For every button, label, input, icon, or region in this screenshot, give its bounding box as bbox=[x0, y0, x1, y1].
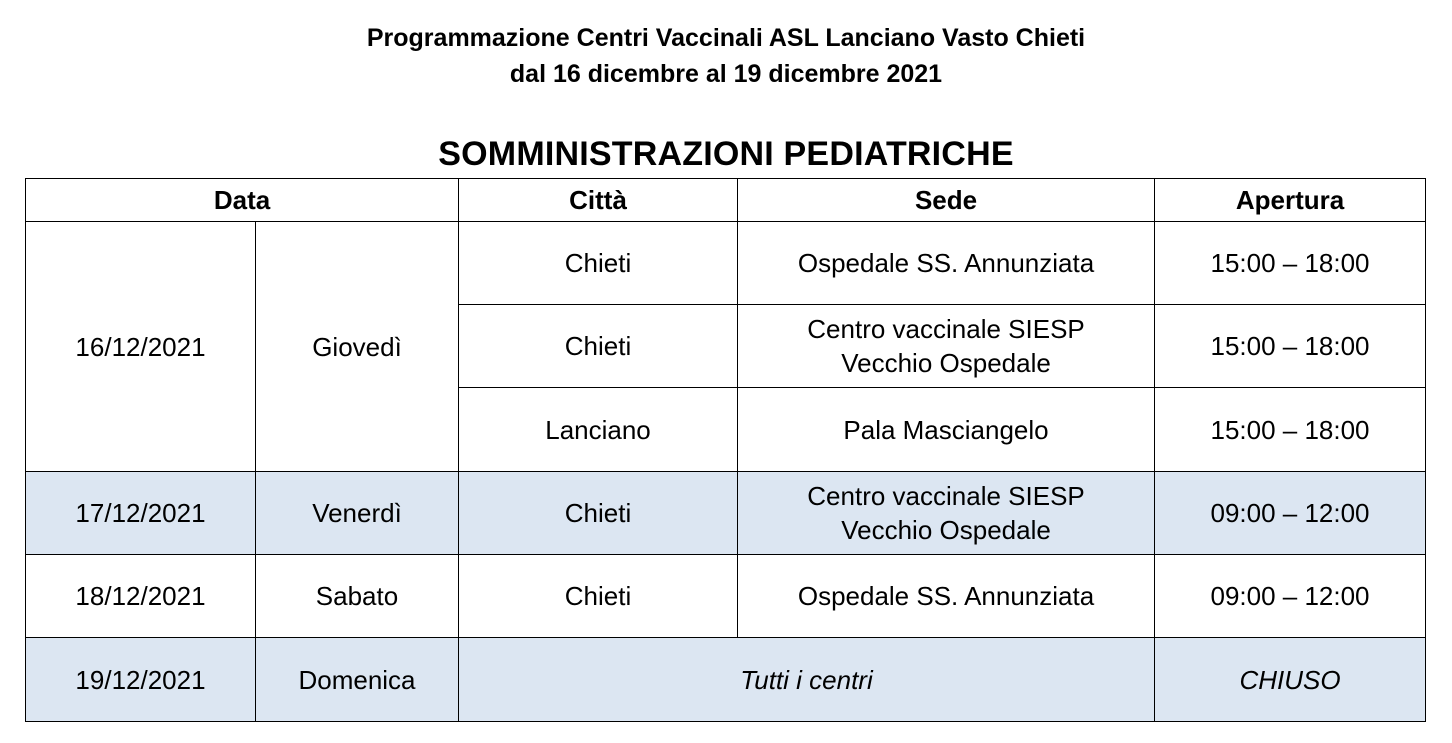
header-date-range: dal 16 dicembre al 19 dicembre 2021 bbox=[509, 60, 943, 88]
apertura-cell: 15:00 – 18:00 bbox=[1155, 305, 1426, 388]
weekday-cell: Venerdì bbox=[256, 472, 459, 555]
header-apertura: Apertura bbox=[1155, 179, 1426, 222]
apertura-cell: 09:00 – 12:00 bbox=[1155, 472, 1426, 555]
weekday-cell: Domenica bbox=[256, 638, 459, 722]
date-cell: 19/12/2021 bbox=[26, 638, 256, 722]
header-citta: Città bbox=[459, 179, 738, 222]
citta-cell: Chieti bbox=[459, 555, 738, 638]
citta-cell: Chieti bbox=[459, 305, 738, 388]
citta-cell: Chieti bbox=[459, 222, 738, 305]
schedule-table bbox=[25, 178, 1426, 722]
table-row bbox=[26, 472, 1426, 555]
date-cell: 17/12/2021 bbox=[26, 472, 256, 555]
sede-line-2: Vecchio Ospedale bbox=[841, 348, 1051, 378]
sede-cell: Ospedale SS. Annunziata bbox=[738, 555, 1155, 638]
apertura-cell: 09:00 – 12:00 bbox=[1155, 555, 1426, 638]
apertura-cell: 15:00 – 18:00 bbox=[1155, 388, 1426, 472]
table-row bbox=[26, 222, 1426, 305]
document-header bbox=[0, 20, 1452, 92]
sede-cell bbox=[738, 305, 1155, 388]
citta-cell: Lanciano bbox=[459, 388, 738, 472]
apertura-cell: 15:00 – 18:00 bbox=[1155, 222, 1426, 305]
sede-cell: Pala Masciangelo bbox=[738, 388, 1155, 472]
sede-line-1: Centro vaccinale SIESP bbox=[807, 314, 1085, 344]
header-sede: Sede bbox=[738, 179, 1155, 222]
sede-line-1: Centro vaccinale SIESP bbox=[807, 481, 1085, 511]
citta-cell: Chieti bbox=[459, 472, 738, 555]
table-row bbox=[26, 555, 1426, 638]
date-cell: 16/12/2021 bbox=[26, 222, 256, 472]
sede-cell bbox=[738, 472, 1155, 555]
apertura-cell: CHIUSO bbox=[1155, 638, 1426, 722]
header-title: Programmazione Centri Vaccinali ASL Lanciano Vasto Chieti bbox=[366, 24, 1086, 52]
table-row bbox=[26, 638, 1426, 722]
date-cell: 18/12/2021 bbox=[26, 555, 256, 638]
centri-cell: Tutti i centri bbox=[459, 638, 1155, 722]
header-data: Data bbox=[26, 179, 459, 222]
weekday-cell: Sabato bbox=[256, 555, 459, 638]
table-header-row bbox=[26, 179, 1426, 222]
section-title: SOMMINISTRAZIONI PEDIATRICHE bbox=[438, 135, 1014, 173]
weekday-cell: Giovedì bbox=[256, 222, 459, 472]
sede-cell: Ospedale SS. Annunziata bbox=[738, 222, 1155, 305]
sede-line-2: Vecchio Ospedale bbox=[841, 515, 1051, 545]
